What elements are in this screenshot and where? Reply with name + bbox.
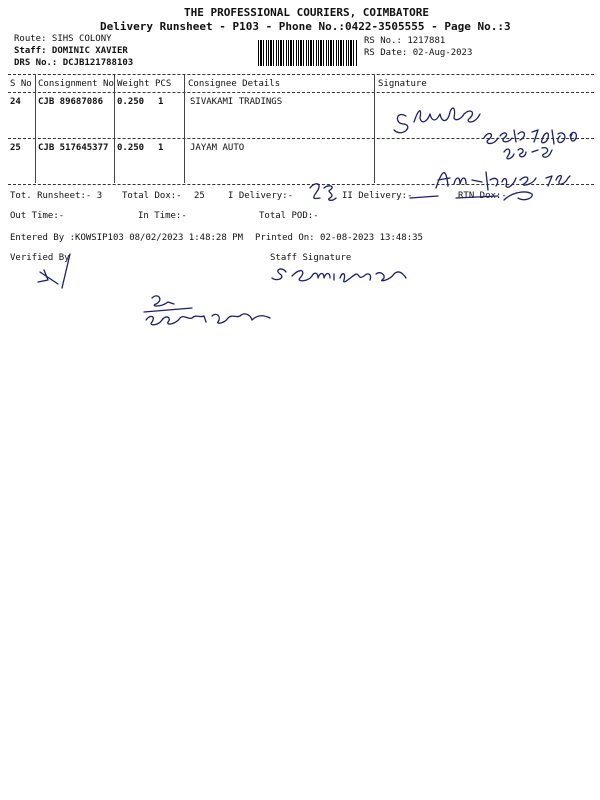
handwritten-dash-mark [408, 186, 538, 206]
route: Route: SIHS COLONY [14, 34, 112, 44]
col-header-consignment: Consignment No [38, 79, 114, 89]
divider [8, 92, 594, 93]
column-divider [184, 75, 185, 183]
rs-date: RS Date: 02-Aug-2023 [364, 48, 473, 58]
col-header-pcs: PCS [155, 79, 172, 89]
total-runsheet: Tot. Runsheet:- 3 [10, 191, 103, 201]
staff-signature-mark [272, 262, 412, 292]
verified-by-mark [34, 252, 84, 292]
entered-by: Entered By :KOWSIP103 08/02/2023 1:48:28 PM [10, 233, 243, 243]
rtn-dox-label: RTN Dox:- [458, 191, 507, 201]
verified-by: Verified By [10, 253, 70, 263]
ii-delivery-label: II Delivery:- [342, 191, 413, 201]
row-pcs: 1 [158, 97, 164, 107]
barcode [258, 40, 358, 66]
i-delivery-label: I Delivery:- [228, 191, 294, 201]
column-divider [374, 75, 375, 183]
row-consignment: CJB 89687086 [38, 97, 104, 107]
col-header-consignee: Consignee Details [188, 79, 281, 89]
runsheet-title: Delivery Runsheet - P103 - Phone No.:0422-3505555 - Page No.:3 [100, 20, 511, 33]
total-pod: Total POD:- [259, 211, 319, 221]
row-consignee: SIVAKAMI TRADINGS [190, 97, 283, 107]
out-time: Out Time:- [10, 211, 65, 221]
col-header-sno: S No [10, 79, 32, 89]
row-sno: 25 [10, 143, 21, 153]
row-sno: 24 [10, 97, 21, 107]
col-header-weight: Weight [117, 79, 150, 89]
company-name: THE PROFESSIONAL COURIERS, COIMBATORE [184, 6, 430, 19]
column-divider [114, 75, 115, 183]
column-divider [35, 75, 36, 183]
col-header-signature: Signature [378, 79, 427, 89]
drs-number: DRS No.: DCJB121788103 [14, 58, 134, 68]
total-dox-label: Total Dox:- [122, 191, 182, 201]
row-consignment: CJB 517645377 [38, 143, 109, 153]
row-consignee: JAYAM AUTO [190, 143, 245, 153]
row-weight: 0.250 [117, 143, 145, 153]
total-dox-value: 25 [194, 191, 205, 201]
staff: Staff: DOMINIC XAVIER [14, 46, 128, 56]
handwritten-count [306, 180, 346, 204]
in-time: In Time:- [138, 211, 187, 221]
divider [8, 74, 594, 75]
staff-signature-label: Staff Signature [270, 253, 352, 263]
signature-bottom-mark [140, 290, 280, 330]
row-weight: 0.250 [117, 97, 145, 107]
rs-number: RS No.: 1217881 [364, 36, 446, 46]
printed-on: Printed On: 02-08-2023 13:48:35 [255, 233, 423, 243]
handwritten-signature-1 [392, 100, 592, 190]
row-pcs: 1 [158, 143, 164, 153]
